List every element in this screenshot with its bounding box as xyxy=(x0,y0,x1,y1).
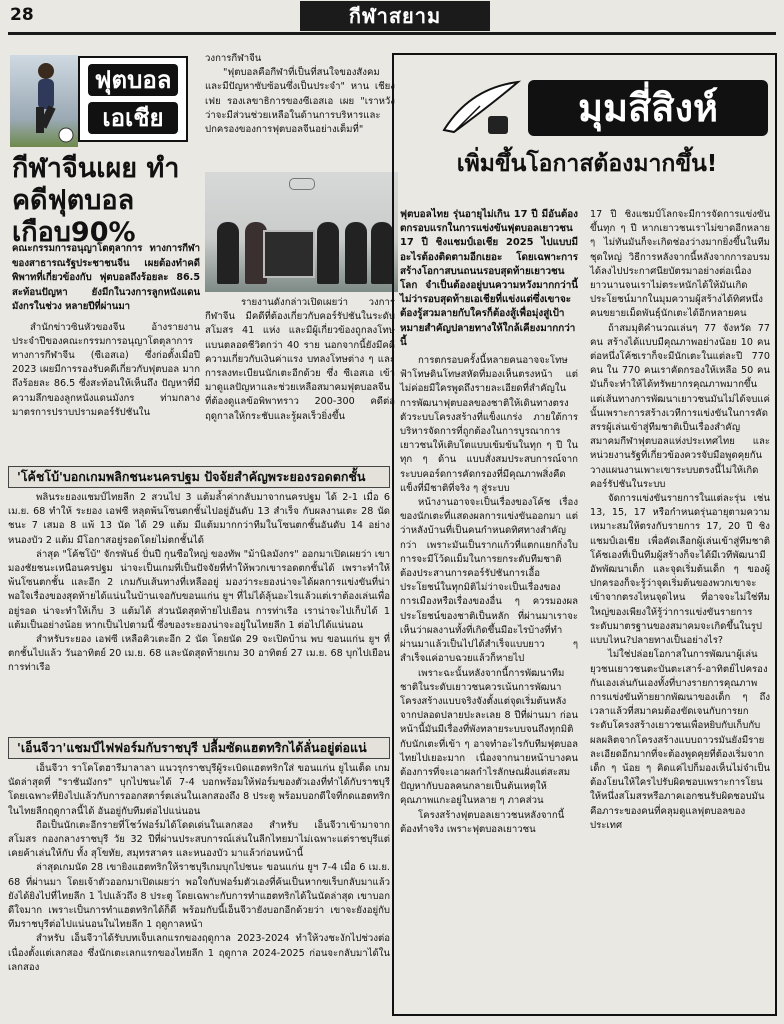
headline-main: กีฬาจีนเผย ทำคดีฟุตบอล เกือบ90% xyxy=(12,153,180,248)
quill-pen-icon xyxy=(440,78,522,138)
column-title: มุมสี่สิงห์ xyxy=(528,80,768,136)
ratchaburi-paragraph-3: ล่าสุดเกมนัด 28 เขายิงแฮตทริกให้ราชบุรีเกมบุกไปชนะ ขอนแก่น ยูฯ 7-4 เมื่อ 6 เม.ย. 68 ที่ผ่านมา โดยเจ้าตัวออกมาเปิดเผยว่า พอใจกับฟอร์มตัวเองที่ค้นเป็นหากขเร็บกลับมาแล้วยังได้ยิงไปที่ไทยลีก 1 ไปแล้วถึง 8 ประตู โดยเฉพาะกับการทำแฮตทริกได้ในนัดล่าสุด เขาบอกดีใจมาก เพราะเป็นการทำแฮตทริกได้ก็ดี พร้อมกับนี้เอ็นจีวายังบอกอีกด้วยว่า เขาจะยังอยู่กับทีมราชบุรีต่อไปแน่นอนในไทยลีก 1 ฤดูกาลหน้า xyxy=(8,862,394,931)
column-lede: ฟุตบอลไทย รุ่นอายุไม่เกิน 17 ปี มีอันต้องตกรอบแรกในการแข่งขันฟุตบอลเยาวชน 17 ปี ชิงแชมป์เอเชีย 2025 ไปแบบมีอะไรต้องติดตามอีกเยอะ โดยเฉพาะการสร้างโอกาสบนถนนรอบสุดท้ายเยาวชนโลก จำเป็นต้องอยู่บนความหวังมากกว่านี้ ไม่ว่ารอบสุดท้ายเอเชียที่แข่งแต่ซึ่งเขาจะต้องรู้สวมลายกับใครก็ต้องสู้เพื่อมุ่งสู่เป้าหมายสำคัญปลายทางให้ใกล้เคียงมากกว่านี้ xyxy=(400,209,582,348)
top-rule xyxy=(8,32,776,35)
ratchaburi-paragraph-2: ถือเป็นนักเตะอีกรายที่โชว์ฟอร์มได้โดดเด่นในเลกสอง สำหรับ เอ็นจีวาเข้ามาจากสโมสร กองกลางราชบุรี วัย 32 ปีที่ผ่านประสบการณ์เล่นในลีกไทยมาไม่เฉพาะแต่ราชบุรีแต่เคยค้าเล่นให้กับ ทั้ง สุโขทัย, สมุทรสาคร และหนองบัว มาแล้วก่อนหน้านี้ xyxy=(8,819,390,860)
story-body-2: รายงานดังกล่าวเปิดเผยว่า วงการกีฬาจีน มีคดีที่ต้องเกี่ยวกับคอร์รัปชันในระดับสโมสร 41 แห่ง และมีผู้เกี่ยวข้องถูกลงโทษแบนตลอดชีวิตกว่า 40 ราย นอกจากนี้ยังมีคดีความเกี่ยวกับเงินค่าแรง บทลงโทษต่าง ๆ และการลงทะเบียนนักเตะอีกด้วย ซึ่ง ซีเอสเอ เข้ามาดูแลปัญหาและช่วยเหลือสมาคมฟุตบอลจีน ที่ต้องดูแลข้อพิพาทราว 200-300 คดีต่อฤดูกาลให้กระชับและรู้ผลเร็วยิ่งขึ้น xyxy=(205,297,395,422)
section-label xyxy=(78,56,188,142)
subhead-rayong: 'โค้ชโบ้'บอกเกมพลิกชนะนครปฐม ปัจจัยสำคัญพระยองรอดตกชั้น xyxy=(8,466,390,488)
ratchaburi-paragraph-4: สำหรับ เอ็นจีวาได้รับบทเจ็บเลกแรกของฤดูกาล 2023-2024 ทำให้วงชะงักไปช่วงต่อเนื่องตั้งแต่เลกสอง ซึ่งนักเตะเลกแรกของไทยลีก 1 ฤดูกาล 2024-2025 ก่อนจะกลับมาได้ในเลกสอง xyxy=(8,933,390,973)
column-a-paragraph-3: เพราะฉะนั้นหลังจากนี้การพัฒนาทีมชาติในระดับเยาวชนควรเน้นการพัฒนาโครงสร้างแบบจริงจังตั้งแต่จุดเริ่มต้นหลังจากปลอดปลายปะละเลย 8 ปีที่ผ่านมา ก่อนหน้านี้มันมีเรื่องที่พังทลายระบบจนถึงทุกมิติกับนักเตะที่เข้า ๆ อาจทำอะไรกับทีมฟุตบอลไทยไปเยอะมาก เนื่องจากนายหน้าบางคนต้องการที่จะเอาผลกำไรลักษณฝั่งแต่สะสมปัญหากับบอลคนกลายเป็นต้นเหตุให้คุณภาพแกะอยู่ในหลาย ๆ ภาคส่วน xyxy=(400,667,578,807)
column-b-paragraph-1: 17 ปี ชิงแชมป์โลกจะมีการจัดการแข่งขันขึ้นทุก ๆ ปี หากเยาวชนเราไม่ขาดอีกหลาย ๆ ไม่ทันมันก็จะเกิดช่องว่างมากยิ่งขึ้นในทีมชุดใหญ่ วิธีการหลังจากนี้หลังจากการอบรมได้ลงไปประกาศนียบัตรมาอย่างต่อเนื่องยาวนานจนเราไม่ตระหนักได้ให้มันเกิดประโยชน์มากในมุมความผู้สร้างได้ทิศหนึ่งคนขยายเม็ดพันธุ์นักเตะได้อีกหลายคน xyxy=(590,209,774,320)
rayong-paragraph-1: พลินระยองแชมป์ไทยลีก 2 สวนไป 3 แต้มล้ำค่ากลับมาจากนครปฐม ได้ 2-1 เมื่อ 6 เม.ย. 68 ทำให้ ระยอง เอฟซี หลุดพ้นโซนตกชั้นไปอยู่อันดับ 13 สำเร็จ กับผลงานเตะ 28 นัด ชนะ 7 เสมอ 8 แพ้ 13 นัด ได้ 29 แต้ม มีแต้มมากกว่าทีมในโซนตกชั้นอันดับ 14 อย่าง หนองบัว 2 แต้ม มีโอกาสอยู่รอดโดยไม่ตกชั้นได้ xyxy=(8,492,394,546)
quote-text: "ฟุตบอลคือกีฬาที่เป็นที่สนใจของสังคม และมีปัญหาซับซ้อนซึ่งเป็นประจำ" หาน เชียงเฟย รองเลขาธิการของซีเอสเอ เผย "เราหวังว่าจะมีส่วนช่วยเหลือในด้านการบริหารและปกครองของการฟุตบอลจีนอย่างเต็มที่" xyxy=(205,67,395,136)
quote-intro: วงการกีฬาจีน xyxy=(205,53,262,64)
column-b-paragraph-4: ไม่ใช่ปล่อยโอกาสในการพัฒนาผู้เล่นยุวชนเยาวชนตะบันตะเสาร์-อาทิตย์ไปครองกันเองเล่นกันเองทั้งที่บางรายการคุณภาพการแข่งขันท้ายยากพัฒนาของเด็ก ๆ ถึงเวลาแล้วที่สมาคมต้องขัดเจนกับการยกระดับโครงสร้างเยาวชนเพื่อหยิบกับเก็บกับผลผลิตจากโครงสร้างแบบถาวรมันยังมีรายละเอียดอีกมากที่จะต้องพูดคุยที่ต้องเริ่มจากเด็ก ๆ น้อย ๆ คิดแค่ไปก็มองเห็นไม่จำเป็นต้องโยนให้ใครไปรับผิดชอบเพราะการโยนให้หนึ่งสโมสรหรือภาคเอกชนรับผิดชอบมันคือภาระของคนที่คลุมดูแลฟุตบอลของประเทศ xyxy=(590,649,770,831)
column-b-paragraph-3: จัดการแข่งขันรายการในแต่ละรุ่น เช่น 13, 15, 17 หรือกำหนดรุ่นอายุตามความเหมาะสมให้ตรงกับรายการ 17, 20 ปี ชิงแชมป์เอเชีย เพื่อคัดเลือกผู้เล่นเข้าสู่ทีมชาติ โค้ชเองที่เป็นทีมผู้สร้างก็จะได้มีเวทีพัฒนามีอัพพัฒนาเด็ก และจุดเริ่มต้นเด็ก ๆ ของผู้ปกครองก็จะรู้ว่าจุดเริ่มต้นของพวกเขาจะเข้าจากตรงไหนจุดไหน ที่อาจจะไม่ใช่ทีมใหญ่ของเพียงให้รู้ว่าการแข่งขันรายการระดับมาตรฐานของสมาคมจะเกิดขึ้นในรูปแบบไหน?ปลายทางเป็นอย่างไร? xyxy=(590,493,774,647)
child-football-photo xyxy=(10,55,78,147)
olympic-rings-icon xyxy=(289,178,315,190)
ceremony-photo xyxy=(205,172,398,292)
column-headline: เพิ่มขึ้นโอกาสต้องมากขึ้น! xyxy=(456,151,718,177)
column-b-paragraph-2: ถ้าสมมุติคำนวณเล่นๆ 77 จังหวัด 77 คน สร้างได้แบบมีคุณภาพอย่างน้อย 10 คน ต่อหนึ่งโค้ชเราก็จะมีนักเตะในแต่ละปี 770 คน ใน 770 คนเราคัดกรองให้เหลือ 50 คน มันก็จะทำให้ได้ทรัพยากรคุณภาพมากขึ้น แต่เส้นทางการพัฒนาเยาวชนมันไม่ได้จบแค่นั้นเพราะการสร้างเวทีการแข่งขันในการคัดสรรผู้เล่นเข้าสู่ทีมชาติเป็นเรื่องสำคัญสมาคมกีฬาฟุตบอลแห่งประเทศไทย และหน่วยงานรัฐที่เกี่ยวข้องควรจับมือพูดคุยกันวางแผนงานเพาะเขาระบบตรงนี้ไม่ให้เกิดคอร์รัปชันในระบบ xyxy=(590,322,774,490)
rayong-paragraph-2: ล่าสุด "โค้ชโบ้" จักรพันธ์ ปั่นปี กุนซือใหญ่ ของทัพ "ม้านิลมังกร" ออกมาเปิดเผยว่า เขามองชัยชนะเหนือนครปฐม น่าจะเป็นเกมที่เป็นปัจจัยที่ทำให้พวกเขารอดตกชั้นได้ เพราะทำให้พ้นโซนตกชั้น และอีก 2 เกมกับเส้นทางที่เหลืออยู่ มองว่าระยองน่าจะได้ผลการแข่งขันที่น่าพอใจเรื่องของสุดท้ายได้แน่นในบ้านเจอกับขอนแก่น ยูฯ ที่ไม่ได้ลุ้นอะไรแล้วแต่เราต้องเล่นเพื่ออยู่รอด น่าจะทำให้เก็บ 3 แต้มได้ ส่วนนัดสุดท้ายไปเยือน การท่าเรือ เราน่าจะไปเก็บได้ 1 แต้มเป็นอย่างน้อย หากเป็นไปตามนี้ ซึ่งของระยองน่าจะอยู่ในไทยลีก 1 ต่อไปได้แน่นอน xyxy=(8,548,394,631)
section-label-line1: ฟุตบอล xyxy=(88,64,178,96)
award-plaque xyxy=(263,230,315,278)
column-a-paragraph-2: หน้างานอาจจะเป็นเรื่องของโค้ช เรื่องของนักเตะที่แสดงผลการแข่งขันออกมา แต่ว่าหลังบ้านที่เป็นคนกำหนดทิศทางสำคัญกว่า เพราะมันเป็นรากแก้วที่แตกแยกกิ่งใบ การจะมีโว้ดแม็มในการยกระดับทีมชาติต้องประสานการคอร์รัปชันการเอื้อประโยชน์ในทุกมิติไม่ว่าจะเป็นเรื่องของการเมืองหรือเรื่องของอื่น ๆ ควรมองผลประโยชน์ของชาติเป็นหลัก ที่ผ่านมาเราจะเห็นว่าผลงานทั้งที่เกิดขึ้นมีอะไรบ้างที่ทำผ่านมาแล้วเป็นไปได้สำเร็จแบบยาว ๆ สำเร็จแค่อาบฉวยแล้วก็หายไป xyxy=(400,497,582,665)
masthead-logo: กีฬาสยาม xyxy=(300,1,490,31)
lede-paragraph: คณะกรรมการอนุญาโตตุลาการ ทางการกีฬาของสาธารณรัฐประชาชนจีน เผยต้องทำคดีพิพาทที่เกี่ยวข้องกับ ฟุตบอลถึงร้อยละ 86.5 สะท้อนปัญหา ยังมีกในวงการลูกหนังแดนมังกรในช่วง หลายปีที่ผ่านมา xyxy=(12,243,204,312)
subhead-ratchaburi: 'เอ็นจีวา'แชมป์ไฟฟอร์มกับราชบุรี ปลื้มซัดแฮตทริกได้ลั่นอยู่ต่อแน่ xyxy=(8,737,390,759)
ratchaburi-paragraph-1: เอ็นจีวา ราโคโตฮารีมาลาลา แนวรุกราชบุรีผู้ระเบิดแฮตทริกใส่ ขอนแก่น ยูไนเต็ด เกมนัดล่าสุดที่ "ราชันมังกร" บุกไปชนะได้ 7-4 บอกพร้อมให้ฟอร์มของตัวเองที่ทำได้กับราชบุรี โดยเฉพาะที่ยิงไปแล้วกับการออกสตาร์ตเล่นในเลกสองถึง 8 ประตู พร้อมบอกดีใจที่กดแฮตทริกในไทยลีกฤดูกาลนี้ได้ อันอยู่กับทีมต่อไปแน่นอน xyxy=(8,763,394,817)
section-label-line2: เอเชีย xyxy=(88,102,178,134)
column-a-paragraph-4: โครงสร้างฟุตบอลเยาวชนหลังจากนี้ต้องทำจริง เพราะฟุตบอลเยาวชน xyxy=(400,809,565,835)
page-number: 28 xyxy=(10,5,34,25)
story-body-1: สำนักข่าวซินหัวของจีน อ้างรายงาน ประจำปีของคณะกรรมการอนุญาโตตุลาการ ทางการกีฬาจีน (ซีเอสเอ) ซึ่งก่อตั้งเมื่อปี 2023 เผยมีการรองรับคดีเกี่ยวกับฟุตบอล มากถึงร้อยละ 86.5 ซึ่งสะท้อนให้เห็นถึง ปัญหาที่มีความลึกของลูกหนังแดนมังกร ท่ามกลางมาตรการปราบปรามคอร์รัปชันใน xyxy=(12,321,204,418)
rayong-paragraph-3: สำหรับระยอง เอฟซี เหลือคิวเตะอีก 2 นัด โดยนัด 29 จะเปิดบ้าน พบ ขอนแก่น ยูฯ ที่ตกชั้นไปแล้ว วันอาทิตย์ 20 เม.ย. 68 และนัดสุดท้ายเกม 30 อาทิตย์ 27 เม.ย. 68 บุกไปเยือนการท่าเรือ xyxy=(8,634,390,674)
column-a-paragraph-1: การตกรอบครั้งนี้หลายคนอาจจะโทษฟ้าโทษดินโทษสหัดที่มองเห็นตรงหน้า แต่ไม่ค่อยมีใครพูดถึงรายละเอียดที่สำคัญในการพัฒนาฟุตบอลของชาติให้เดินทางตรงตัวระบบโครงสร้างที่แข็งแกร่ง ภายใต้การบริหารจัดการที่ถูกต้องในการบูรณาการเยาวชนให้เติบโตแบบเข้มข้นในทุก ๆ ปี ในทุก ๆ ด้าน แบบสั่งสมประสบการณ์จากระบบคอร์ดการคัดกรองที่มีคุณภาพสิ่งคืดแข็งที่มีชาติที่จริง ๆ สู่ระบบ xyxy=(400,355,578,494)
